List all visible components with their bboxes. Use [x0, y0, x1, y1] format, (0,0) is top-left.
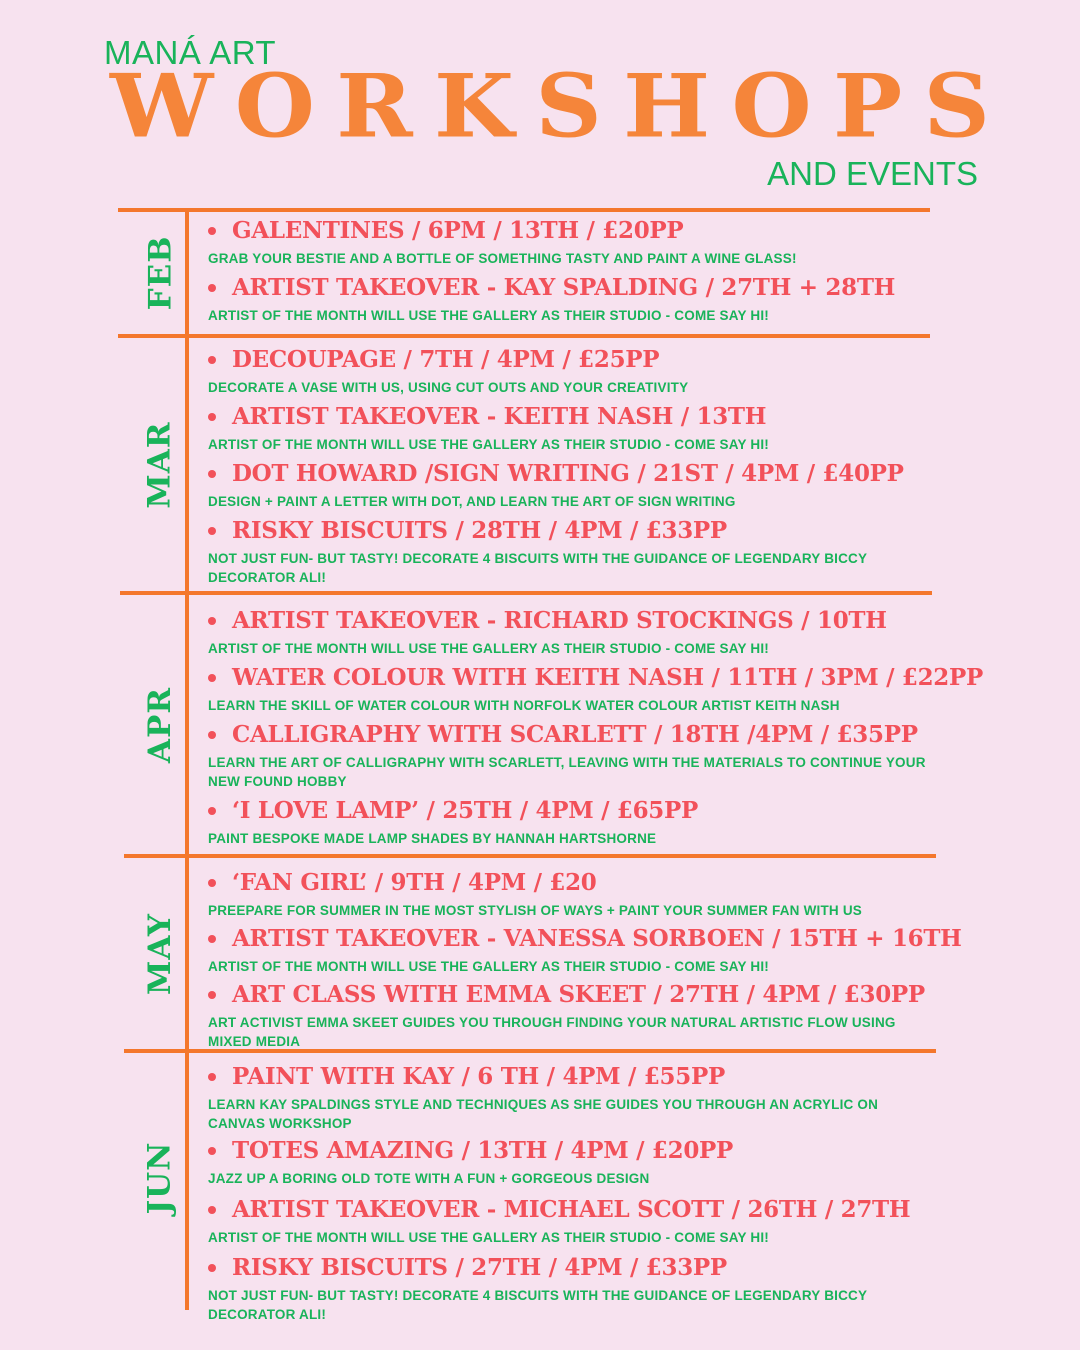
section-divider	[118, 334, 930, 338]
event-item	[208, 663, 983, 715]
event-item	[208, 516, 938, 587]
event-title: PAINT WITH KAY / 6 TH / 4PM / £55PP	[208, 1062, 938, 1092]
event-title: ARTIST TAKEOVER - MICHAEL SCOTT / 26TH / 27TH	[208, 1195, 938, 1225]
title-letter: R	[336, 54, 413, 158]
event-description: NOT JUST FUN- BUT TASTY! DECORATE 4 BISCUITS WITH THE GUIDANCE OF LEGENDARY BICCY DECORATOR ALI!	[208, 551, 867, 585]
event-description: GRAB YOUR BESTIE AND A BOTTLE OF SOMETHING TASTY AND PAINT A WINE GLASS!	[208, 251, 797, 266]
event-title: CALLIGRAPHY WITH SCARLETT / 18TH /4PM / £35PP	[208, 720, 938, 750]
title-letter: K	[434, 54, 514, 158]
title-letter: O	[234, 54, 315, 158]
event-description: ARTIST OF THE MONTH WILL USE THE GALLERY AS THEIR STUDIO - COME SAY HI!	[208, 959, 769, 974]
bullet-icon	[208, 1264, 216, 1272]
bullet-icon	[208, 991, 216, 999]
event-item	[208, 796, 938, 848]
bullet-icon	[208, 527, 216, 535]
month-label-feb: FEB	[142, 235, 178, 311]
event-item	[208, 1136, 938, 1188]
event-item	[208, 216, 938, 268]
event-title: GALENTINES / 6PM / 13TH / £20PP	[208, 216, 938, 246]
event-title: ARTIST TAKEOVER - RICHARD STOCKINGS / 10TH	[208, 606, 938, 636]
event-description: LEARN KAY SPALDINGS STYLE AND TECHNIQUES AS SHE GUIDES YOU THROUGH AN ACRYLIC ON CANVAS WORKSHOP	[208, 1097, 879, 1131]
title-letter: H	[623, 54, 711, 158]
month-label-apr: APR	[142, 686, 179, 763]
bullet-icon	[208, 807, 216, 815]
event-title: ARTIST TAKEOVER - KEITH NASH / 13TH	[208, 402, 938, 432]
bullet-icon	[208, 413, 216, 421]
event-description: JAZZ UP A BORING OLD TOTE WITH A FUN + GORGEOUS DESIGN	[208, 1171, 650, 1186]
event-item	[208, 345, 938, 397]
event-title: ART CLASS WITH EMMA SKEET / 27TH / 4PM / £30PP	[208, 980, 938, 1010]
bullet-icon	[208, 1147, 216, 1155]
title-letter: O	[731, 54, 812, 158]
event-description: ART ACTIVIST EMMA SKEET GUIDES YOU THROUGH FINDING YOUR NATURAL ARTISTIC FLOW USING MIXED MEDIA	[208, 1015, 896, 1049]
event-description: PREEPARE FOR SUMMER IN THE MOST STYLISH OF WAYS + PAINT YOUR SUMMER FAN WITH US	[208, 903, 862, 918]
event-title: ARTIST TAKEOVER - KAY SPALDING / 27TH + 28TH	[208, 273, 938, 303]
event-item	[208, 980, 938, 1051]
event-item	[208, 720, 938, 791]
event-description: PAINT BESPOKE MADE LAMP SHADES BY HANNAH HARTSHORNE	[208, 831, 657, 846]
event-title: TOTES AMAZING / 13TH / 4PM / £20PP	[208, 1136, 938, 1166]
bullet-icon	[208, 1073, 216, 1081]
event-title: ‘FAN GIRL’ / 9TH / 4PM / £20	[208, 868, 938, 898]
event-item	[208, 1195, 938, 1247]
event-title: RISKY BISCUITS / 27TH / 4PM / £33PP	[208, 1253, 938, 1283]
bullet-icon	[208, 470, 216, 478]
bullet-icon	[208, 879, 216, 887]
event-description: ARTIST OF THE MONTH WILL USE THE GALLERY AS THEIR STUDIO - COME SAY HI!	[208, 308, 769, 323]
month-label-jun: JUN	[142, 1141, 179, 1215]
event-description: ARTIST OF THE MONTH WILL USE THE GALLERY AS THEIR STUDIO - COME SAY HI!	[208, 641, 769, 656]
event-item	[208, 1253, 938, 1324]
title-letter: P	[832, 54, 903, 158]
bullet-icon	[208, 617, 216, 625]
page-title	[110, 54, 990, 158]
event-description: DECORATE A VASE WITH US, USING CUT OUTS AND YOUR CREATIVITY	[208, 380, 689, 395]
event-title: DOT HOWARD /SIGN WRITING / 21ST / 4PM / £40PP	[208, 459, 938, 489]
event-description: LEARN THE ART OF CALLIGRAPHY WITH SCARLETT, LEAVING WITH THE MATERIALS TO CONTINUE YOUR NEW FOUND HOBBY	[208, 755, 926, 789]
section-divider	[120, 591, 932, 595]
event-description: ARTIST OF THE MONTH WILL USE THE GALLERY AS THEIR STUDIO - COME SAY HI!	[208, 437, 769, 452]
event-title: ‘I LOVE LAMP’ / 25TH / 4PM / £65PP	[208, 796, 938, 826]
month-label-may: MAY	[142, 912, 179, 995]
bullet-icon	[208, 356, 216, 364]
bullet-icon	[208, 284, 216, 292]
brand-name: MANÁ ART	[104, 34, 277, 71]
event-description: LEARN THE SKILL OF WATER COLOUR WITH NORFOLK WATER COLOUR ARTIST KEITH NASH	[208, 698, 840, 713]
section-divider	[124, 854, 936, 858]
event-description: ARTIST OF THE MONTH WILL USE THE GALLERY AS THEIR STUDIO - COME SAY HI!	[208, 1230, 769, 1245]
title-letter: S	[923, 54, 990, 158]
event-item	[208, 459, 938, 511]
bullet-icon	[208, 227, 216, 235]
event-title: ARTIST TAKEOVER - VANESSA SORBOEN / 15TH + 16TH	[208, 924, 938, 954]
event-item	[208, 402, 938, 454]
event-item	[208, 924, 962, 976]
bullet-icon	[208, 674, 216, 682]
event-title: RISKY BISCUITS / 28TH / 4PM / £33PP	[208, 516, 938, 546]
bullet-icon	[208, 731, 216, 739]
event-title: WATER COLOUR WITH KEITH NASH / 11TH / 3PM / £22PP	[208, 663, 938, 693]
bullet-icon	[208, 935, 216, 943]
title-letter: S	[535, 54, 602, 158]
event-description: DESIGN + PAINT A LETTER WITH DOT, AND LEARN THE ART OF SIGN WRITING	[208, 494, 736, 509]
event-item	[208, 273, 938, 325]
event-title: DECOUPAGE / 7TH / 4PM / £25PP	[208, 345, 938, 375]
bullet-icon	[208, 1206, 216, 1214]
page-subtitle: AND EVENTS	[767, 155, 978, 192]
title-letter: W	[110, 54, 214, 158]
event-item	[208, 868, 938, 920]
event-item	[208, 606, 938, 658]
event-item	[208, 1062, 938, 1133]
section-divider	[118, 208, 930, 212]
event-description: NOT JUST FUN- BUT TASTY! DECORATE 4 BISCUITS WITH THE GUIDANCE OF LEGENDARY BICCY DECORATOR ALI!	[208, 1288, 867, 1322]
month-label-mar: MAR	[142, 420, 179, 509]
